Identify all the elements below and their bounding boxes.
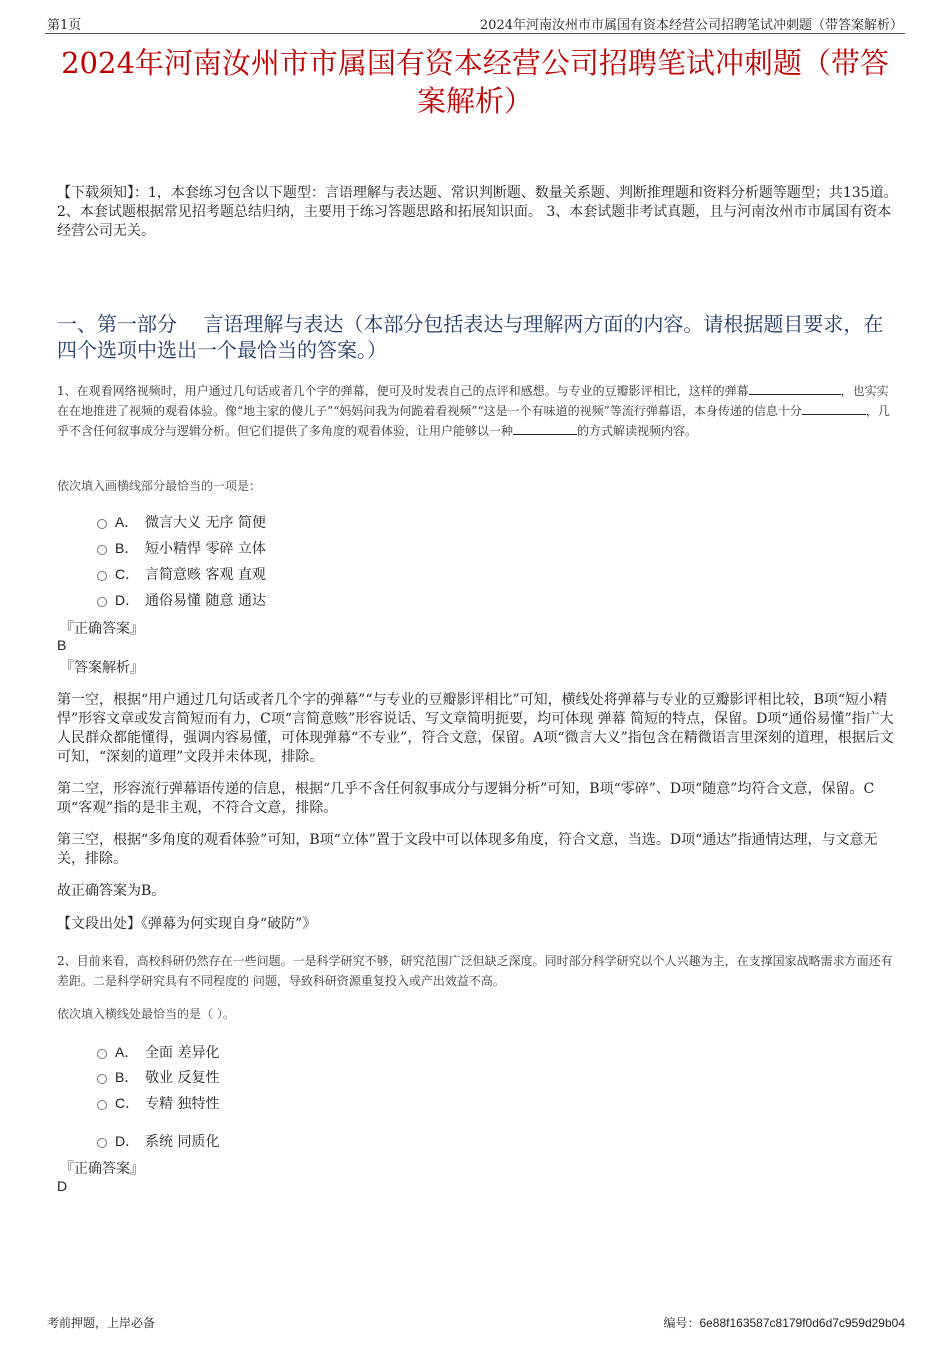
question-1-option-b[interactable]: B． 短小精悍 零碎 立体 [97,538,266,558]
footer-code: 编号：6e88f163587c8179f0d6d7c959d29b04 [663,1316,905,1330]
header-divider [45,33,905,34]
analysis-paragraph: 第三空，根据“多角度的观看体验”可知，B项“立体”置于文段中可以体现多角度，符合文意，当选。D项“通达”指通情达理，与文意无关，排除。 [57,832,878,867]
footer-slogan: 考前押题，上岸必备 [47,1316,156,1330]
source-citation: 【文段出处】《弹幕为何实现自身“破防”》 [57,916,317,932]
radio-icon[interactable] [97,1100,107,1110]
radio-icon[interactable] [97,1138,107,1148]
question-2-option-b[interactable]: B． 敬业 反复性 [97,1067,219,1087]
analysis-paragraph: 第一空，根据“用户通过几句话或者几个字的弹幕”“与专业的豆瓣影评相比”可知，横线处将弹幕与专业的豆瓣影评相比较，B项“短小精悍”形容文章或发言简短而有力，C项“言简意赅”形容说话、写文章简明扼要，均可体现 弹幕 简短的特点，保留。D项“通俗易懂”指广大人民群众都能懂得，强调内容易懂，可体现弹幕“不专业”，符合文意，保留。A项“微言大义”指包含在精微语言里深刻的道理，根据后文可知，“深刻的道理”文段并未体现，排除。 [57,692,894,765]
fill-blank [802,402,866,415]
question-1-option-d[interactable]: D． 通俗易懂 随意 通达 [97,590,266,610]
correct-answer-label: 『正确答案』 [60,1161,144,1177]
question-2-option-c[interactable]: C． 专精 独特性 [97,1093,219,1113]
correct-answer-label: 『正确答案』 [60,621,144,637]
analysis-paragraph: 第二空，形容流行弹幕语传递的信息，根据“几乎不含任何叙事成分与逻辑分析”可知，B项“零碎”、D项“随意”均符合文意，保留。C项“客观”指的是非主观，不符合文意，排除。 [57,781,875,816]
radio-icon[interactable] [97,545,107,555]
answer-analysis-label: 『答案解析』 [60,660,144,676]
question-1-option-c[interactable]: C． 言简意赅 客观 直观 [97,564,266,584]
question-1-instruction: 依次填入画横线部分最恰当的一项是： [57,479,262,493]
radio-icon[interactable] [97,571,107,581]
correct-answer-value: B [57,637,67,653]
analysis-conclusion: 故正确答案为B。 [57,883,166,899]
radio-icon[interactable] [97,519,107,529]
question-2-option-a[interactable]: A． 全面 差异化 [97,1042,219,1062]
page-number: 第1页 [47,18,82,33]
question-1-text: 1、在观看网络视频时，用户通过几句话或者几个字的弹幕，便可及时发表自己的点评和感想。与专业的豆瓣影评相比，这样的弹幕 ，也实实在在地推进了视频的观看体验。像“地主家的傻儿子”“妈妈问我为何跪着看视频”“这是一个有味道的视频”等流行弹幕语，本身传递的信息十分 ，几乎不含任何叙事成分与逻辑分析。但它们提供了多角度的观看体验，让用户能够以一种 的方式解读视频内容。 [57,384,890,438]
fill-blank [749,382,841,395]
question-2-option-d[interactable]: D． 系统 同质化 [97,1131,219,1151]
document-title: 2024年河南汝州市市属国有资本经营公司招聘笔试冲刺题（带答案解析） [61,46,889,118]
running-title: 2024年河南汝州市市属国有资本经营公司招聘笔试冲刺题（带答案解析） [479,18,903,33]
section-heading: 一、第一部分 言语理解与表达（本部分包括表达与理解两方面的内容。请根据题目要求，在四个选项中选出一个最恰当的答案。） [57,312,884,362]
radio-icon[interactable] [97,597,107,607]
question-2-text: 2、目前来看，高校科研仍然存在一些问题。一是科学研究不够，研究范围广泛但缺乏深度。同时部分科学研究以个人兴趣为主，在支撑国家战略需求方面还有差距。二是科学研究具有不同程度的 问题，导致科研资源重复投入或产出效益不高。 [57,954,893,988]
radio-icon[interactable] [97,1074,107,1084]
fill-blank [513,422,577,435]
radio-icon[interactable] [97,1049,107,1059]
correct-answer-value: D [57,1178,68,1194]
question-2-instruction: 依次填入横线处最恰当的是（ ）。 [57,1007,235,1021]
question-1-option-a[interactable]: A． 微言大义 无序 简便 [97,512,266,532]
download-notice: 【下载须知】：1，本套练习包含以下题型：言语理解与表达题、常识判断题、数量关系题、判断推理题和资料分析题等题型；共135道。 2、本套试题根据常见招考题总结归纳，主要用于练习答题思路和拓展知识面。 3、本套试题非考试真题，且与河南汝州市市属国有资本经营公司无关。 [57,185,898,239]
